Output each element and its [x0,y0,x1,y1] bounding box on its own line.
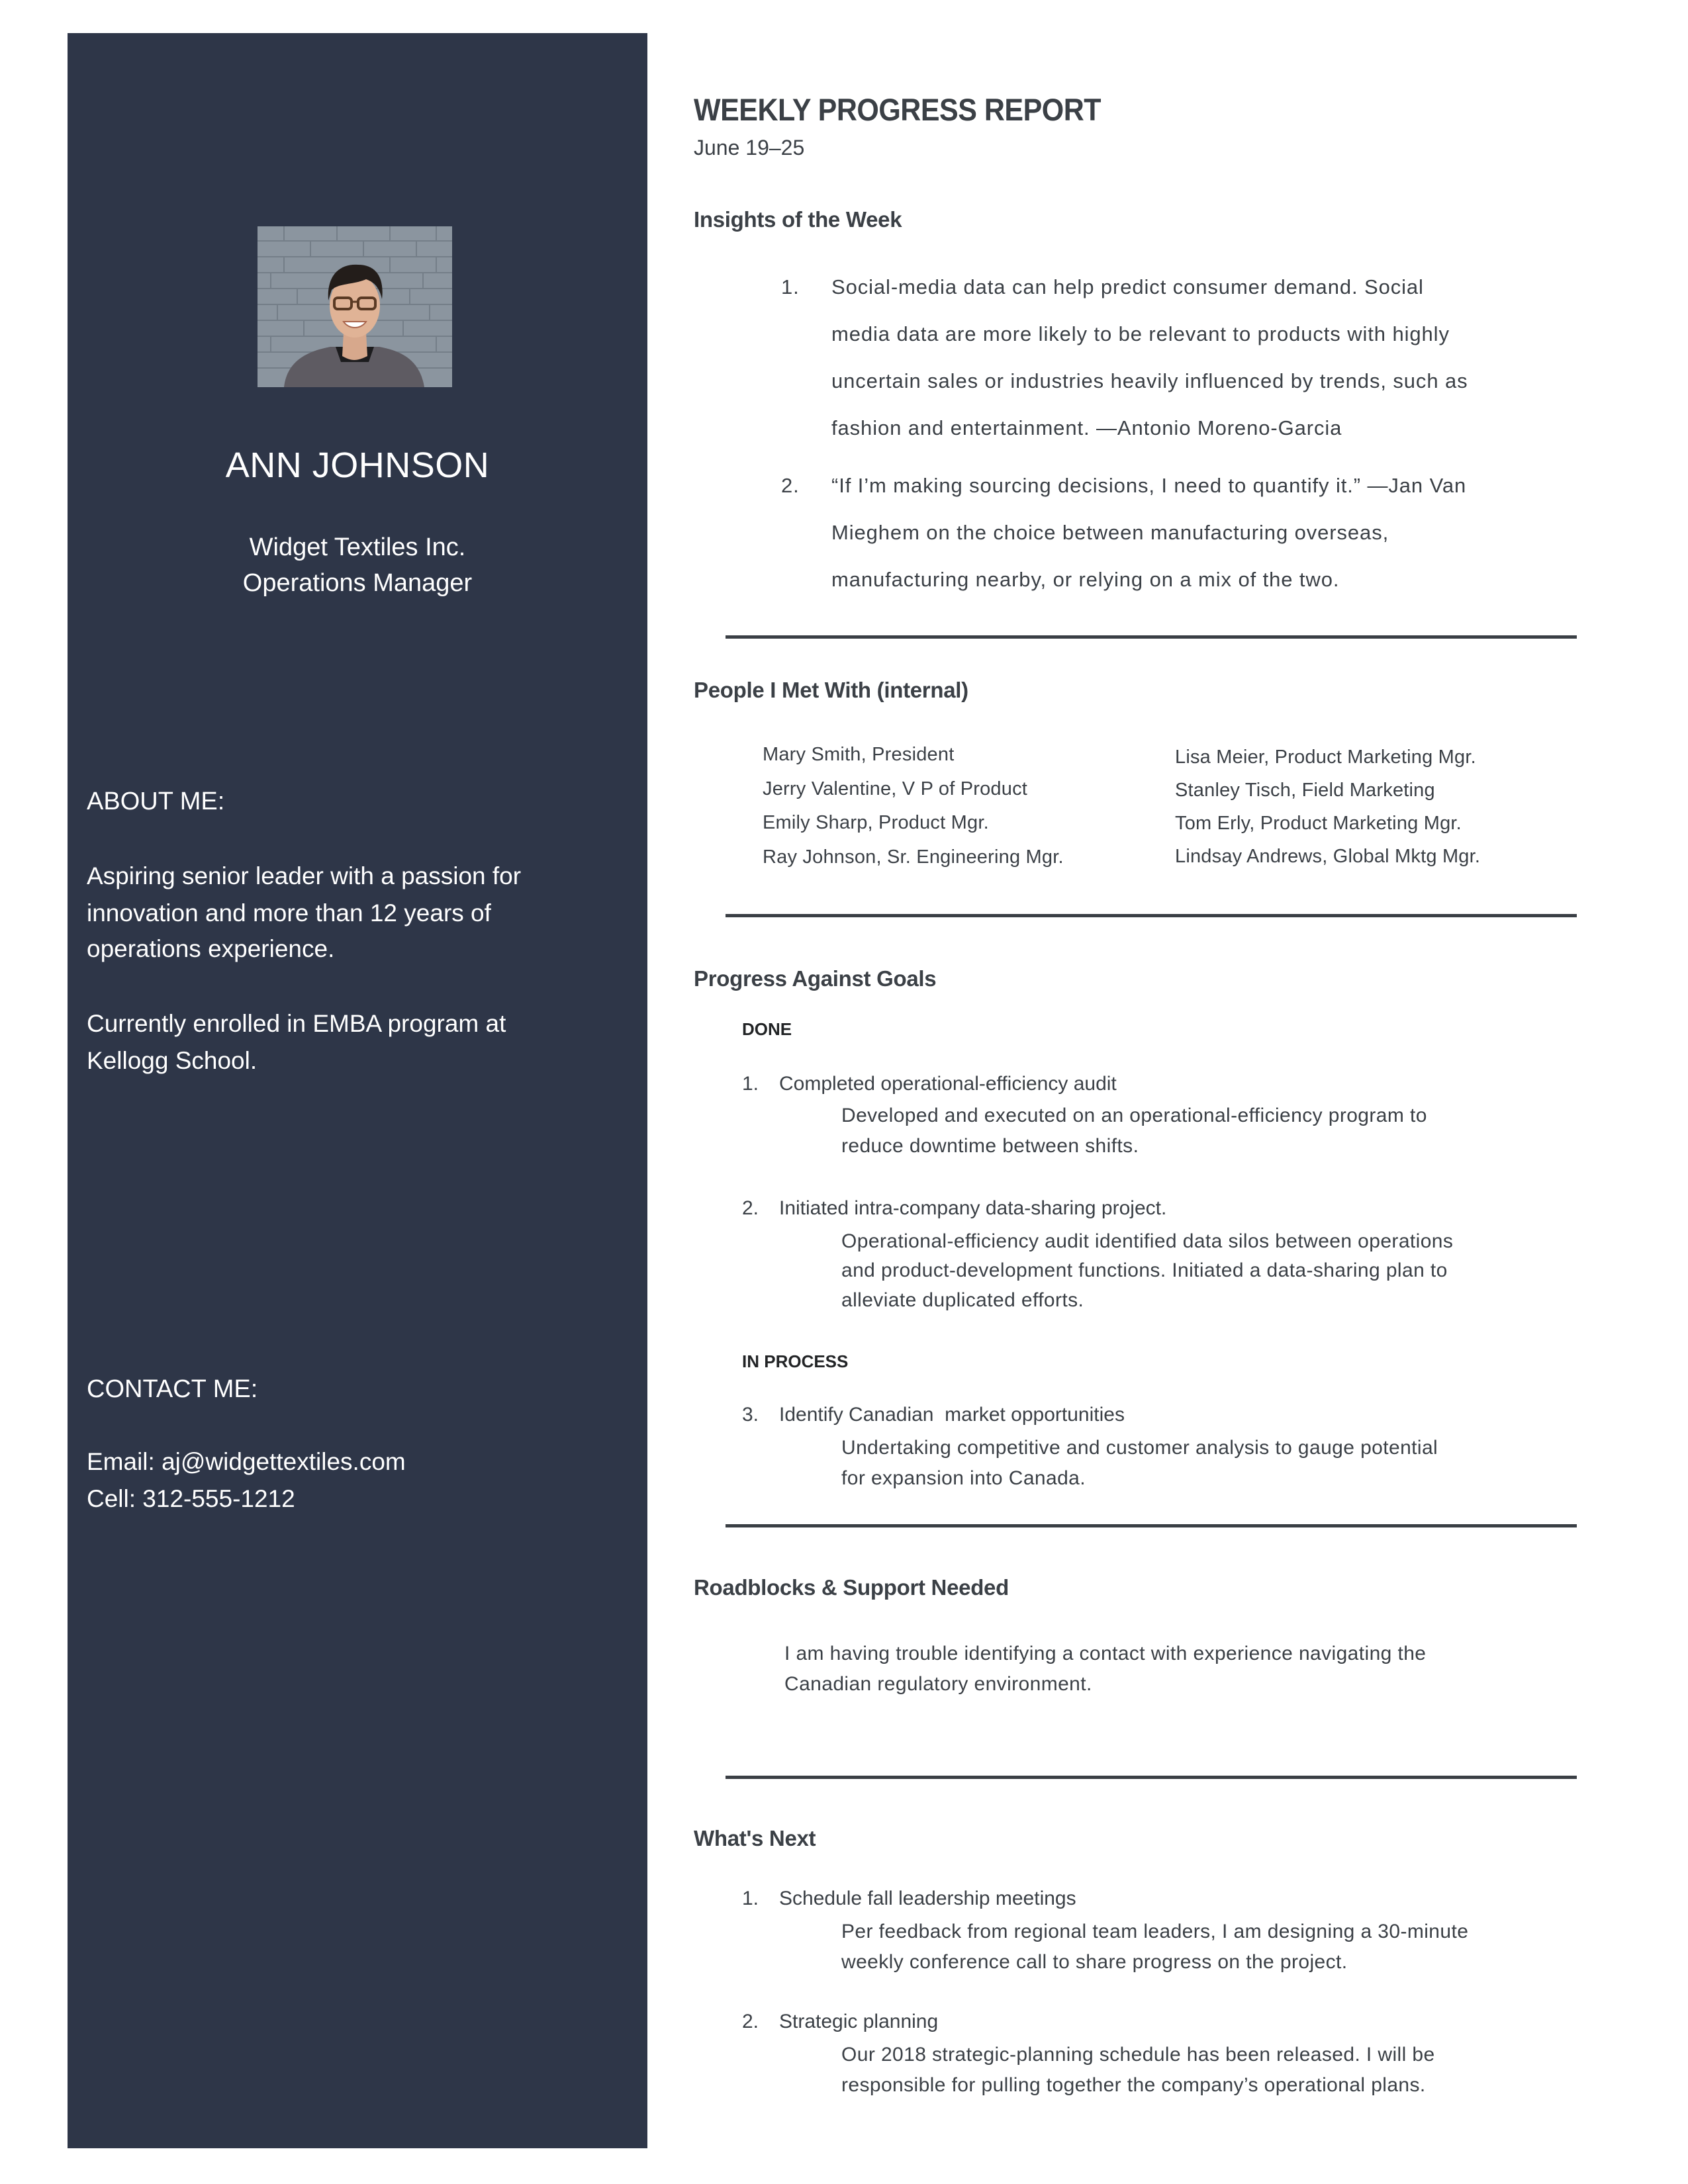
insights-heading: Insights of the Week [694,207,902,232]
next-detail-line: Per feedback from regional team leaders, I am designing a 30-minute [841,1921,1469,1942]
person-entry: Ray Johnson, Sr. Engineering Mgr. [763,846,1064,868]
next-detail-line: responsible for pulling together the company’s operational plans. [841,2074,1426,2096]
about-line: Aspiring senior leader with a passion for [87,862,522,889]
roadblocks-heading: Roadblocks & Support Needed [694,1575,1009,1600]
insight-line: media data are more likely to be relevant to products with highly [831,322,1450,345]
about-heading: ABOUT ME: [87,788,225,815]
person-entry: Jerry Valentine, V P of Product [763,778,1028,799]
person-entry: Lindsay Andrews, Global Mktg Mgr. [1175,846,1481,867]
status-in-process-label: IN PROCESS [742,1351,849,1371]
goal-detail-line: for expansion into Canada. [841,1467,1086,1489]
goal-detail-line: Undertaking competitive and customer analysis to gauge potential [841,1437,1438,1459]
next-title: Schedule fall leadership meetings [779,1888,1076,1909]
sidebar [68,33,647,2148]
next-title: Strategic planning [779,2011,939,2032]
person-entry: Tom Erly, Product Marketing Mgr. [1175,813,1462,834]
section-divider [726,1524,1577,1527]
profile-photo [258,226,452,387]
profile-name: ANN JOHNSON [225,445,490,485]
insight-line: uncertain sales or industries heavily influenced by trends, such as [831,369,1468,392]
section-divider [726,1776,1577,1779]
insight-line: Social-media data can help predict consumer demand. Social [831,275,1424,298]
insight-number: 1. [781,275,800,298]
insight-number: 2. [781,474,800,497]
goal-detail-line: reduce downtime between shifts. [841,1135,1139,1157]
whats-next-heading: What's Next [694,1826,816,1850]
profile-company: Widget Textiles Inc. [249,533,466,561]
goal-title: Initiated intra-company data-sharing project. [779,1197,1167,1219]
about-line: innovation and more than 12 years of [87,899,491,927]
report-title: WEEKLY PROGRESS REPORT [694,93,1102,128]
person-entry: Stanley Tisch, Field Marketing [1175,780,1435,801]
section-divider [726,635,1577,639]
enrolled-line: Currently enrolled in EMBA program at [87,1010,506,1037]
status-done-label: DONE [742,1019,792,1039]
person-entry: Emily Sharp, Product Mgr. [763,812,989,833]
goal-detail-line: alleviate duplicated efforts. [841,1289,1084,1311]
report-date: June 19–25 [694,136,805,159]
goal-number: 2. [742,1197,759,1219]
insight-line: fashion and entertainment. —Antonio Moreno-Garcia [831,416,1342,439]
contact-cell[interactable]: Cell: 312-555-1212 [87,1485,295,1512]
section-divider [726,914,1577,917]
contact-email[interactable]: Email: aj@widgettextiles.com [87,1448,406,1475]
enrolled-line: Kellogg School. [87,1047,258,1074]
progress-heading: Progress Against Goals [694,966,937,991]
contact-heading: CONTACT ME: [87,1375,258,1403]
profile-photo-image [258,226,452,387]
goal-title: Identify Canadian market opportunities [779,1404,1125,1426]
next-detail-line: weekly conference call to share progress on the project. [841,1951,1348,1973]
next-detail-line: Our 2018 strategic-planning schedule has been released. I will be [841,2044,1435,2066]
next-number: 1. [742,1888,759,1909]
goal-number: 3. [742,1404,759,1426]
people-heading: People I Met With (internal) [694,678,968,702]
goal-detail-line: Operational-efficiency audit identified data silos between operations [841,1230,1454,1252]
person-entry: Lisa Meier, Product Marketing Mgr. [1175,747,1476,768]
goal-detail-line: and product-development functions. Initiated a data-sharing plan to [841,1259,1448,1281]
goal-title: Completed operational-efficiency audit [779,1073,1117,1095]
roadblocks-line: I am having trouble identifying a contact with experience navigating the [784,1643,1427,1664]
profile-role: Operations Manager [242,569,473,597]
person-entry: Mary Smith, President [763,744,955,765]
goal-detail-line: Developed and executed on an operational-efficiency program to [841,1105,1427,1126]
insight-line: Mieghem on the choice between manufacturing overseas, [831,521,1389,544]
next-number: 2. [742,2011,759,2032]
goal-number: 1. [742,1073,759,1095]
roadblocks-line: Canadian regulatory environment. [784,1673,1092,1695]
insight-line: manufacturing nearby, or relying on a mix of the two. [831,568,1340,591]
insight-line: “If I’m making sourcing decisions, I need to quantify it.” —Jan Van [831,474,1467,497]
about-line: operations experience. [87,935,335,962]
